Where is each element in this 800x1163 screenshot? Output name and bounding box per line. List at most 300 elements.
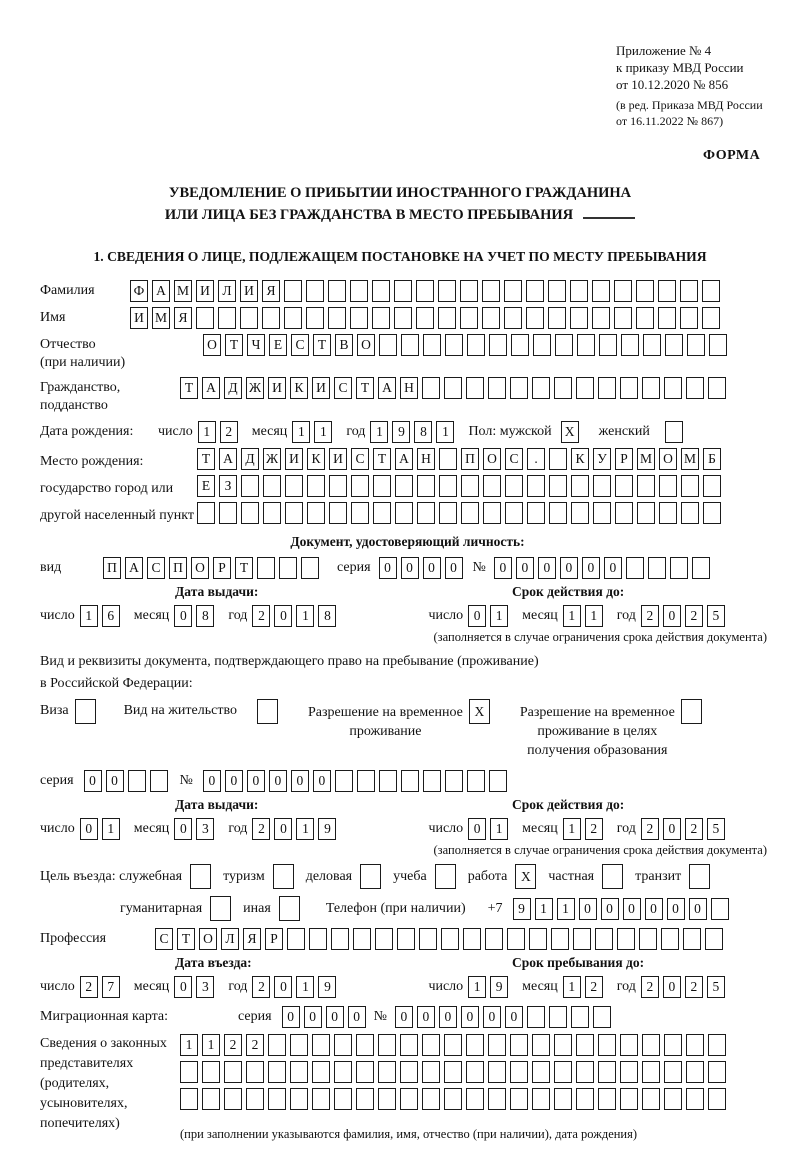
char-box[interactable] <box>372 307 390 329</box>
residence-issue-month[interactable] <box>174 818 218 840</box>
char-box[interactable]: 0 <box>203 770 221 792</box>
purpose-business-checkbox[interactable] <box>360 864 381 889</box>
char-box[interactable]: П <box>103 557 121 579</box>
char-box[interactable]: 5 <box>707 976 725 998</box>
char-box[interactable]: 1 <box>436 421 454 443</box>
char-box[interactable]: О <box>357 334 375 356</box>
char-box[interactable] <box>444 1034 462 1056</box>
char-box[interactable] <box>526 307 544 329</box>
char-box[interactable] <box>599 334 617 356</box>
char-box[interactable] <box>466 1034 484 1056</box>
char-box[interactable] <box>686 1061 704 1083</box>
char-box[interactable] <box>180 1088 198 1110</box>
char-box[interactable] <box>419 928 437 950</box>
doc-type-field[interactable] <box>103 557 323 579</box>
char-box[interactable] <box>488 377 506 399</box>
char-box[interactable] <box>397 928 415 950</box>
char-box[interactable] <box>576 1088 594 1110</box>
char-box[interactable] <box>202 1061 220 1083</box>
doc-valid-day[interactable] <box>468 605 512 627</box>
char-box[interactable]: 2 <box>685 605 703 627</box>
char-box[interactable] <box>659 475 677 497</box>
char-box[interactable] <box>593 1006 611 1028</box>
char-box[interactable]: И <box>268 377 286 399</box>
char-box[interactable] <box>460 307 478 329</box>
char-box[interactable] <box>219 502 237 524</box>
char-box[interactable] <box>621 334 639 356</box>
stay-month-field[interactable] <box>563 976 607 998</box>
char-box[interactable] <box>328 280 346 302</box>
char-box[interactable] <box>356 1061 374 1083</box>
char-box[interactable]: К <box>290 377 308 399</box>
char-box[interactable]: Т <box>225 334 243 356</box>
char-box[interactable] <box>570 307 588 329</box>
char-box[interactable] <box>445 334 463 356</box>
char-box[interactable]: 0 <box>379 557 397 579</box>
entry-day-field[interactable] <box>80 976 124 998</box>
char-box[interactable] <box>246 1061 264 1083</box>
surname-field[interactable] <box>130 280 724 302</box>
char-box[interactable]: 1 <box>80 605 98 627</box>
char-box[interactable] <box>489 770 507 792</box>
char-box[interactable]: 2 <box>685 976 703 998</box>
char-box[interactable]: Т <box>313 334 331 356</box>
char-box[interactable] <box>197 502 215 524</box>
char-box[interactable]: С <box>147 557 165 579</box>
char-box[interactable] <box>526 280 544 302</box>
char-box[interactable]: 0 <box>663 976 681 998</box>
char-box[interactable]: 0 <box>274 605 292 627</box>
char-box[interactable] <box>263 502 281 524</box>
char-box[interactable]: 1 <box>296 976 314 998</box>
char-box[interactable]: 0 <box>494 557 512 579</box>
char-box[interactable] <box>592 280 610 302</box>
char-box[interactable]: 2 <box>685 818 703 840</box>
char-box[interactable]: 2 <box>641 818 659 840</box>
char-box[interactable] <box>639 928 657 950</box>
char-box[interactable]: 0 <box>106 770 124 792</box>
char-box[interactable] <box>532 377 550 399</box>
char-box[interactable] <box>334 1061 352 1083</box>
char-box[interactable] <box>664 1034 682 1056</box>
residence-valid-day[interactable] <box>468 818 512 840</box>
doc-issue-day[interactable] <box>80 605 124 627</box>
char-box[interactable]: 3 <box>196 976 214 998</box>
char-box[interactable]: 0 <box>348 1006 366 1028</box>
char-box[interactable]: 1 <box>180 1034 198 1056</box>
char-box[interactable]: 0 <box>505 1006 523 1028</box>
char-box[interactable] <box>548 307 566 329</box>
residence-number-field[interactable] <box>203 770 511 792</box>
char-box[interactable] <box>394 307 412 329</box>
char-box[interactable] <box>357 770 375 792</box>
char-box[interactable]: 1 <box>292 421 310 443</box>
char-box[interactable] <box>417 475 435 497</box>
char-box[interactable]: 5 <box>707 605 725 627</box>
char-box[interactable]: 0 <box>604 557 622 579</box>
char-box[interactable] <box>307 502 325 524</box>
doc-valid-year[interactable] <box>641 605 729 627</box>
char-box[interactable] <box>488 1088 506 1110</box>
char-box[interactable] <box>489 334 507 356</box>
char-box[interactable] <box>549 1006 567 1028</box>
char-box[interactable]: 1 <box>314 421 332 443</box>
char-box[interactable]: 1 <box>563 605 581 627</box>
doc-number-field[interactable] <box>494 557 714 579</box>
char-box[interactable]: М <box>681 448 699 470</box>
char-box[interactable] <box>615 502 633 524</box>
char-box[interactable] <box>482 307 500 329</box>
purpose-transit-checkbox[interactable] <box>689 864 710 889</box>
char-box[interactable] <box>485 928 503 950</box>
char-box[interactable]: 2 <box>585 818 603 840</box>
char-box[interactable]: Ч <box>247 334 265 356</box>
char-box[interactable]: 2 <box>80 976 98 998</box>
char-box[interactable]: И <box>285 448 303 470</box>
char-box[interactable] <box>488 1061 506 1083</box>
char-box[interactable]: Д <box>241 448 259 470</box>
char-box[interactable] <box>510 1061 528 1083</box>
char-box[interactable]: Н <box>417 448 435 470</box>
char-box[interactable]: 0 <box>663 818 681 840</box>
char-box[interactable] <box>379 770 397 792</box>
char-box[interactable]: И <box>196 280 214 302</box>
phone-field[interactable] <box>513 898 733 920</box>
char-box[interactable] <box>284 280 302 302</box>
char-box[interactable] <box>290 1088 308 1110</box>
char-box[interactable] <box>614 280 632 302</box>
char-box[interactable] <box>312 1034 330 1056</box>
birth-place-row1[interactable] <box>197 448 725 470</box>
char-box[interactable] <box>263 475 281 497</box>
char-box[interactable] <box>350 280 368 302</box>
char-box[interactable]: 0 <box>623 898 641 920</box>
char-box[interactable]: 2 <box>252 818 270 840</box>
char-box[interactable] <box>527 475 545 497</box>
char-box[interactable] <box>438 280 456 302</box>
char-box[interactable] <box>373 475 391 497</box>
char-box[interactable] <box>615 475 633 497</box>
doc-issue-year[interactable] <box>252 605 340 627</box>
doc-valid-month[interactable] <box>563 605 607 627</box>
char-box[interactable] <box>658 280 676 302</box>
char-box[interactable] <box>551 928 569 950</box>
char-box[interactable] <box>268 1034 286 1056</box>
char-box[interactable]: 0 <box>401 557 419 579</box>
char-box[interactable] <box>334 1088 352 1110</box>
char-box[interactable]: Д <box>224 377 242 399</box>
char-box[interactable] <box>356 1088 374 1110</box>
char-box[interactable]: Т <box>235 557 253 579</box>
char-box[interactable] <box>510 1034 528 1056</box>
char-box[interactable]: 2 <box>641 976 659 998</box>
char-box[interactable]: 1 <box>296 818 314 840</box>
char-box[interactable] <box>554 1061 572 1083</box>
char-box[interactable]: 2 <box>641 605 659 627</box>
char-box[interactable]: Я <box>174 307 192 329</box>
char-box[interactable] <box>510 1088 528 1110</box>
char-box[interactable] <box>711 898 729 920</box>
char-box[interactable] <box>268 1088 286 1110</box>
char-box[interactable] <box>488 1034 506 1056</box>
char-box[interactable]: О <box>199 928 217 950</box>
char-box[interactable]: 9 <box>392 421 410 443</box>
char-box[interactable] <box>285 475 303 497</box>
char-box[interactable] <box>680 307 698 329</box>
char-box[interactable] <box>483 475 501 497</box>
char-box[interactable]: 0 <box>516 557 534 579</box>
char-box[interactable] <box>577 334 595 356</box>
char-box[interactable]: С <box>334 377 352 399</box>
char-box[interactable] <box>661 928 679 950</box>
char-box[interactable] <box>335 770 353 792</box>
char-box[interactable] <box>150 770 168 792</box>
char-box[interactable]: 0 <box>274 976 292 998</box>
char-box[interactable]: С <box>155 928 173 950</box>
char-box[interactable]: В <box>335 334 353 356</box>
char-box[interactable] <box>702 280 720 302</box>
char-box[interactable]: 0 <box>445 557 463 579</box>
char-box[interactable]: О <box>659 448 677 470</box>
char-box[interactable]: А <box>378 377 396 399</box>
char-box[interactable]: 1 <box>202 1034 220 1056</box>
purpose-study-checkbox[interactable] <box>435 864 456 889</box>
doc-series-field[interactable] <box>379 557 467 579</box>
char-box[interactable] <box>529 928 547 950</box>
char-box[interactable]: 3 <box>196 818 214 840</box>
residence-issue-day[interactable] <box>80 818 124 840</box>
char-box[interactable] <box>709 334 727 356</box>
char-box[interactable]: 0 <box>689 898 707 920</box>
char-box[interactable]: Л <box>221 928 239 950</box>
migration-series-field[interactable] <box>282 1006 370 1028</box>
char-box[interactable]: 8 <box>414 421 432 443</box>
temp-residence-edu-checkbox[interactable] <box>681 699 702 724</box>
char-box[interactable] <box>686 1088 704 1110</box>
char-box[interactable] <box>461 475 479 497</box>
char-box[interactable]: Ф <box>130 280 148 302</box>
char-box[interactable]: О <box>483 448 501 470</box>
char-box[interactable] <box>460 280 478 302</box>
char-box[interactable] <box>287 928 305 950</box>
char-box[interactable] <box>378 1061 396 1083</box>
char-box[interactable] <box>463 928 481 950</box>
char-box[interactable]: 6 <box>102 605 120 627</box>
char-box[interactable] <box>241 475 259 497</box>
char-box[interactable] <box>532 1034 550 1056</box>
char-box[interactable] <box>301 557 319 579</box>
char-box[interactable]: 0 <box>461 1006 479 1028</box>
char-box[interactable]: 0 <box>560 557 578 579</box>
char-box[interactable]: Н <box>400 377 418 399</box>
char-box[interactable]: 9 <box>318 976 336 998</box>
char-box[interactable]: А <box>395 448 413 470</box>
char-box[interactable] <box>378 1088 396 1110</box>
char-box[interactable] <box>466 1088 484 1110</box>
char-box[interactable] <box>549 448 567 470</box>
char-box[interactable]: Т <box>197 448 215 470</box>
residence-series-field[interactable] <box>84 770 172 792</box>
entry-month-field[interactable] <box>174 976 218 998</box>
char-box[interactable] <box>279 557 297 579</box>
char-box[interactable]: 0 <box>417 1006 435 1028</box>
purpose-other-checkbox[interactable] <box>279 896 300 921</box>
birth-place-row2[interactable] <box>197 475 725 497</box>
char-box[interactable] <box>439 502 457 524</box>
char-box[interactable] <box>375 928 393 950</box>
female-checkbox[interactable] <box>665 421 683 443</box>
char-box[interactable] <box>620 377 638 399</box>
char-box[interactable]: 0 <box>174 605 192 627</box>
char-box[interactable]: О <box>191 557 209 579</box>
visa-checkbox[interactable] <box>75 699 96 724</box>
char-box[interactable] <box>598 1034 616 1056</box>
char-box[interactable] <box>268 1061 286 1083</box>
char-box[interactable] <box>240 307 258 329</box>
char-box[interactable]: 1 <box>557 898 575 920</box>
char-box[interactable]: 0 <box>291 770 309 792</box>
char-box[interactable]: П <box>461 448 479 470</box>
char-box[interactable]: 9 <box>318 818 336 840</box>
profession-field[interactable] <box>155 928 727 950</box>
char-box[interactable]: И <box>329 448 347 470</box>
char-box[interactable] <box>395 502 413 524</box>
char-box[interactable] <box>312 1061 330 1083</box>
char-box[interactable]: 2 <box>224 1034 242 1056</box>
char-box[interactable]: 0 <box>326 1006 344 1028</box>
char-box[interactable] <box>598 1061 616 1083</box>
char-box[interactable] <box>532 1088 550 1110</box>
char-box[interactable]: 2 <box>252 605 270 627</box>
char-box[interactable] <box>683 928 701 950</box>
legal-reps-row3[interactable] <box>180 1088 730 1110</box>
char-box[interactable]: 0 <box>174 818 192 840</box>
char-box[interactable] <box>510 377 528 399</box>
char-box[interactable] <box>467 334 485 356</box>
char-box[interactable] <box>533 334 551 356</box>
char-box[interactable]: Т <box>373 448 391 470</box>
char-box[interactable] <box>439 448 457 470</box>
char-box[interactable]: М <box>152 307 170 329</box>
male-checkbox[interactable]: X <box>561 421 579 443</box>
char-box[interactable]: А <box>219 448 237 470</box>
char-box[interactable] <box>642 377 660 399</box>
char-box[interactable] <box>592 307 610 329</box>
char-box[interactable] <box>309 928 327 950</box>
char-box[interactable]: 1 <box>563 818 581 840</box>
char-box[interactable] <box>548 280 566 302</box>
char-box[interactable] <box>423 334 441 356</box>
char-box[interactable] <box>681 475 699 497</box>
char-box[interactable]: Ж <box>263 448 281 470</box>
birth-day-field[interactable] <box>198 421 242 443</box>
char-box[interactable]: С <box>351 448 369 470</box>
char-box[interactable] <box>665 334 683 356</box>
char-box[interactable] <box>571 502 589 524</box>
char-box[interactable]: 0 <box>247 770 265 792</box>
char-box[interactable] <box>571 1006 589 1028</box>
char-box[interactable] <box>708 1088 726 1110</box>
char-box[interactable] <box>576 1034 594 1056</box>
char-box[interactable]: Р <box>265 928 283 950</box>
birth-year-field[interactable] <box>370 421 458 443</box>
stay-year-field[interactable] <box>641 976 729 998</box>
char-box[interactable] <box>372 280 390 302</box>
char-box[interactable] <box>444 1088 462 1110</box>
char-box[interactable]: 1 <box>563 976 581 998</box>
char-box[interactable] <box>681 502 699 524</box>
char-box[interactable]: Я <box>243 928 261 950</box>
char-box[interactable] <box>648 557 666 579</box>
char-box[interactable]: С <box>505 448 523 470</box>
char-box[interactable] <box>620 1034 638 1056</box>
char-box[interactable] <box>549 502 567 524</box>
char-box[interactable]: М <box>174 280 192 302</box>
char-box[interactable]: А <box>202 377 220 399</box>
char-box[interactable]: 0 <box>582 557 600 579</box>
char-box[interactable] <box>290 1034 308 1056</box>
char-box[interactable] <box>702 307 720 329</box>
char-box[interactable]: А <box>152 280 170 302</box>
char-box[interactable] <box>636 280 654 302</box>
char-box[interactable] <box>504 307 522 329</box>
citizenship-field[interactable] <box>180 377 730 399</box>
char-box[interactable] <box>328 307 346 329</box>
char-box[interactable]: З <box>219 475 237 497</box>
char-box[interactable] <box>422 1088 440 1110</box>
char-box[interactable]: 0 <box>269 770 287 792</box>
char-box[interactable] <box>438 307 456 329</box>
purpose-work-checkbox[interactable]: X <box>515 864 536 889</box>
char-box[interactable] <box>246 1088 264 1110</box>
char-box[interactable] <box>441 928 459 950</box>
residence-issue-year[interactable] <box>252 818 340 840</box>
char-box[interactable] <box>416 280 434 302</box>
char-box[interactable]: А <box>125 557 143 579</box>
char-box[interactable]: 1 <box>370 421 388 443</box>
char-box[interactable]: К <box>571 448 589 470</box>
char-box[interactable] <box>505 475 523 497</box>
char-box[interactable] <box>686 377 704 399</box>
char-box[interactable] <box>416 307 434 329</box>
char-box[interactable] <box>351 475 369 497</box>
char-box[interactable] <box>373 502 391 524</box>
char-box[interactable]: 9 <box>490 976 508 998</box>
char-box[interactable]: 1 <box>296 605 314 627</box>
char-box[interactable]: 0 <box>274 818 292 840</box>
char-box[interactable] <box>394 280 412 302</box>
char-box[interactable]: 2 <box>246 1034 264 1056</box>
char-box[interactable]: 2 <box>252 976 270 998</box>
migration-number-field[interactable] <box>395 1006 615 1028</box>
char-box[interactable] <box>400 1088 418 1110</box>
char-box[interactable]: 0 <box>174 976 192 998</box>
char-box[interactable]: П <box>169 557 187 579</box>
char-box[interactable] <box>224 1088 242 1110</box>
char-box[interactable]: 0 <box>645 898 663 920</box>
char-box[interactable] <box>379 334 397 356</box>
purpose-private-checkbox[interactable] <box>602 864 623 889</box>
char-box[interactable] <box>532 1061 550 1083</box>
char-box[interactable]: О <box>203 334 221 356</box>
char-box[interactable]: 0 <box>80 818 98 840</box>
char-box[interactable] <box>692 557 710 579</box>
char-box[interactable] <box>128 770 146 792</box>
char-box[interactable]: 0 <box>468 605 486 627</box>
char-box[interactable] <box>620 1088 638 1110</box>
char-box[interactable]: Я <box>262 280 280 302</box>
given-name-field[interactable] <box>130 307 724 329</box>
